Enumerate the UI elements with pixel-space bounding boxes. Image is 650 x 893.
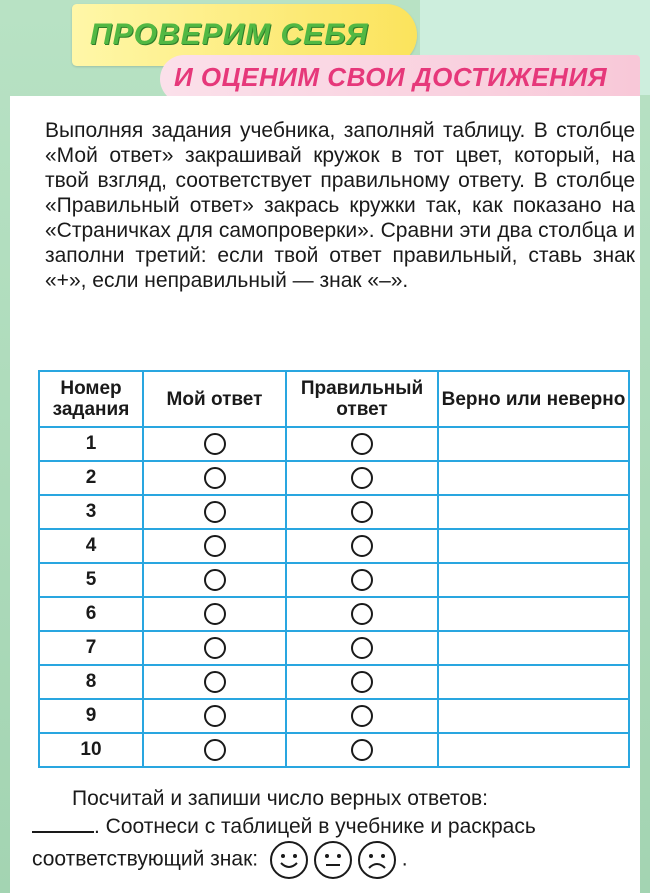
header-correct-answer: Правильный ответ <box>286 371 438 427</box>
correct-answer-circle[interactable] <box>351 637 373 659</box>
my-answer-cell <box>143 461 286 495</box>
instructions <box>45 118 635 293</box>
table-row <box>39 461 629 495</box>
task-number: 10 <box>39 733 143 767</box>
right-or-wrong-cell[interactable] <box>438 495 629 529</box>
correct-answer-cell <box>286 563 438 597</box>
my-answer-cell <box>143 529 286 563</box>
correct-answer-cell <box>286 631 438 665</box>
smile-face-icon[interactable] <box>270 841 308 879</box>
self-check-table <box>38 370 630 768</box>
table-row <box>39 631 629 665</box>
my-answer-cell <box>143 495 286 529</box>
task-number: 7 <box>39 631 143 665</box>
table-row <box>39 427 629 461</box>
task-number: 4 <box>39 529 143 563</box>
correct-answer-circle[interactable] <box>351 433 373 455</box>
correct-answer-circle[interactable] <box>351 535 373 557</box>
my-answer-cell <box>143 427 286 461</box>
sad-face-icon[interactable] <box>358 841 396 879</box>
my-answer-circle[interactable] <box>204 739 226 761</box>
right-or-wrong-cell[interactable] <box>438 665 629 699</box>
my-answer-circle[interactable] <box>204 535 226 557</box>
correct-answer-circle[interactable] <box>351 739 373 761</box>
footer-text-count: Посчитай и запиши число верных ответов: <box>72 787 488 810</box>
right-or-wrong-cell[interactable] <box>438 427 629 461</box>
correct-answer-cell <box>286 495 438 529</box>
my-answer-circle[interactable] <box>204 569 226 591</box>
task-number: 1 <box>39 427 143 461</box>
right-or-wrong-cell[interactable] <box>438 699 629 733</box>
correct-answer-circle[interactable] <box>351 501 373 523</box>
my-answer-circle[interactable] <box>204 637 226 659</box>
my-answer-cell <box>143 597 286 631</box>
instructions-text: Выполняя задания учебника, заполняй таблицу. В столбце «Мой ответ» закрашивай кружок в тот цвет, который, на твой взгляд, соответствует правильному ответу. В столбце «Правильный ответ» закрась кружки так, как показано на «Страничках для самопроверки». Сравни эти два столбца и заполни третий: если твой ответ правильный, ставь знак «+», если неправильный — знак «–». <box>45 119 635 292</box>
correct-answer-circle[interactable] <box>351 467 373 489</box>
correct-answer-cell <box>286 665 438 699</box>
my-answer-cell <box>143 733 286 767</box>
table-row <box>39 529 629 563</box>
table-row <box>39 495 629 529</box>
task-number: 6 <box>39 597 143 631</box>
table-row <box>39 699 629 733</box>
my-answer-cell <box>143 699 286 733</box>
page-subtitle: И ОЦЕНИМ СВОИ ДОСТИЖЕНИЯ <box>174 62 608 92</box>
my-answer-cell <box>143 665 286 699</box>
table-row <box>39 597 629 631</box>
footer-text-relate: . Соотнеси с таблицей в учебнике и раскрась соответствующий знак: <box>32 815 536 871</box>
correct-answer-cell <box>286 529 438 563</box>
right-or-wrong-cell[interactable] <box>438 631 629 665</box>
correct-count-blank[interactable] <box>32 813 94 833</box>
right-or-wrong-cell[interactable] <box>438 563 629 597</box>
correct-answer-circle[interactable] <box>351 603 373 625</box>
page-title: ПРОВЕРИМ СЕБЯ <box>90 18 369 51</box>
task-number: 2 <box>39 461 143 495</box>
neutral-face-icon[interactable] <box>314 841 352 879</box>
task-number: 5 <box>39 563 143 597</box>
task-number: 3 <box>39 495 143 529</box>
table-row <box>39 665 629 699</box>
my-answer-circle[interactable] <box>204 603 226 625</box>
correct-answer-cell <box>286 427 438 461</box>
task-number: 9 <box>39 699 143 733</box>
correct-answer-cell <box>286 461 438 495</box>
correct-answer-circle[interactable] <box>351 705 373 727</box>
correct-answer-cell <box>286 597 438 631</box>
right-or-wrong-cell[interactable] <box>438 597 629 631</box>
table-row <box>39 733 629 767</box>
my-answer-circle[interactable] <box>204 671 226 693</box>
right-or-wrong-cell[interactable] <box>438 733 629 767</box>
correct-answer-circle[interactable] <box>351 671 373 693</box>
table-row <box>39 563 629 597</box>
correct-answer-cell <box>286 699 438 733</box>
my-answer-cell <box>143 563 286 597</box>
header-right-or-wrong: Верно или неверно <box>438 371 629 427</box>
header-task-number: Номер задания <box>39 371 143 427</box>
right-or-wrong-cell[interactable] <box>438 461 629 495</box>
my-answer-circle[interactable] <box>204 467 226 489</box>
my-answer-circle[interactable] <box>204 501 226 523</box>
my-answer-circle[interactable] <box>204 705 226 727</box>
table-header-row <box>39 371 629 427</box>
task-number: 8 <box>39 665 143 699</box>
my-answer-cell <box>143 631 286 665</box>
my-answer-circle[interactable] <box>204 433 226 455</box>
right-or-wrong-cell[interactable] <box>438 529 629 563</box>
header-my-answer: Мой ответ <box>143 371 286 427</box>
footer-end-period: . <box>401 847 408 871</box>
correct-answer-circle[interactable] <box>351 569 373 591</box>
correct-answer-cell <box>286 733 438 767</box>
footer-instructions <box>32 785 632 879</box>
